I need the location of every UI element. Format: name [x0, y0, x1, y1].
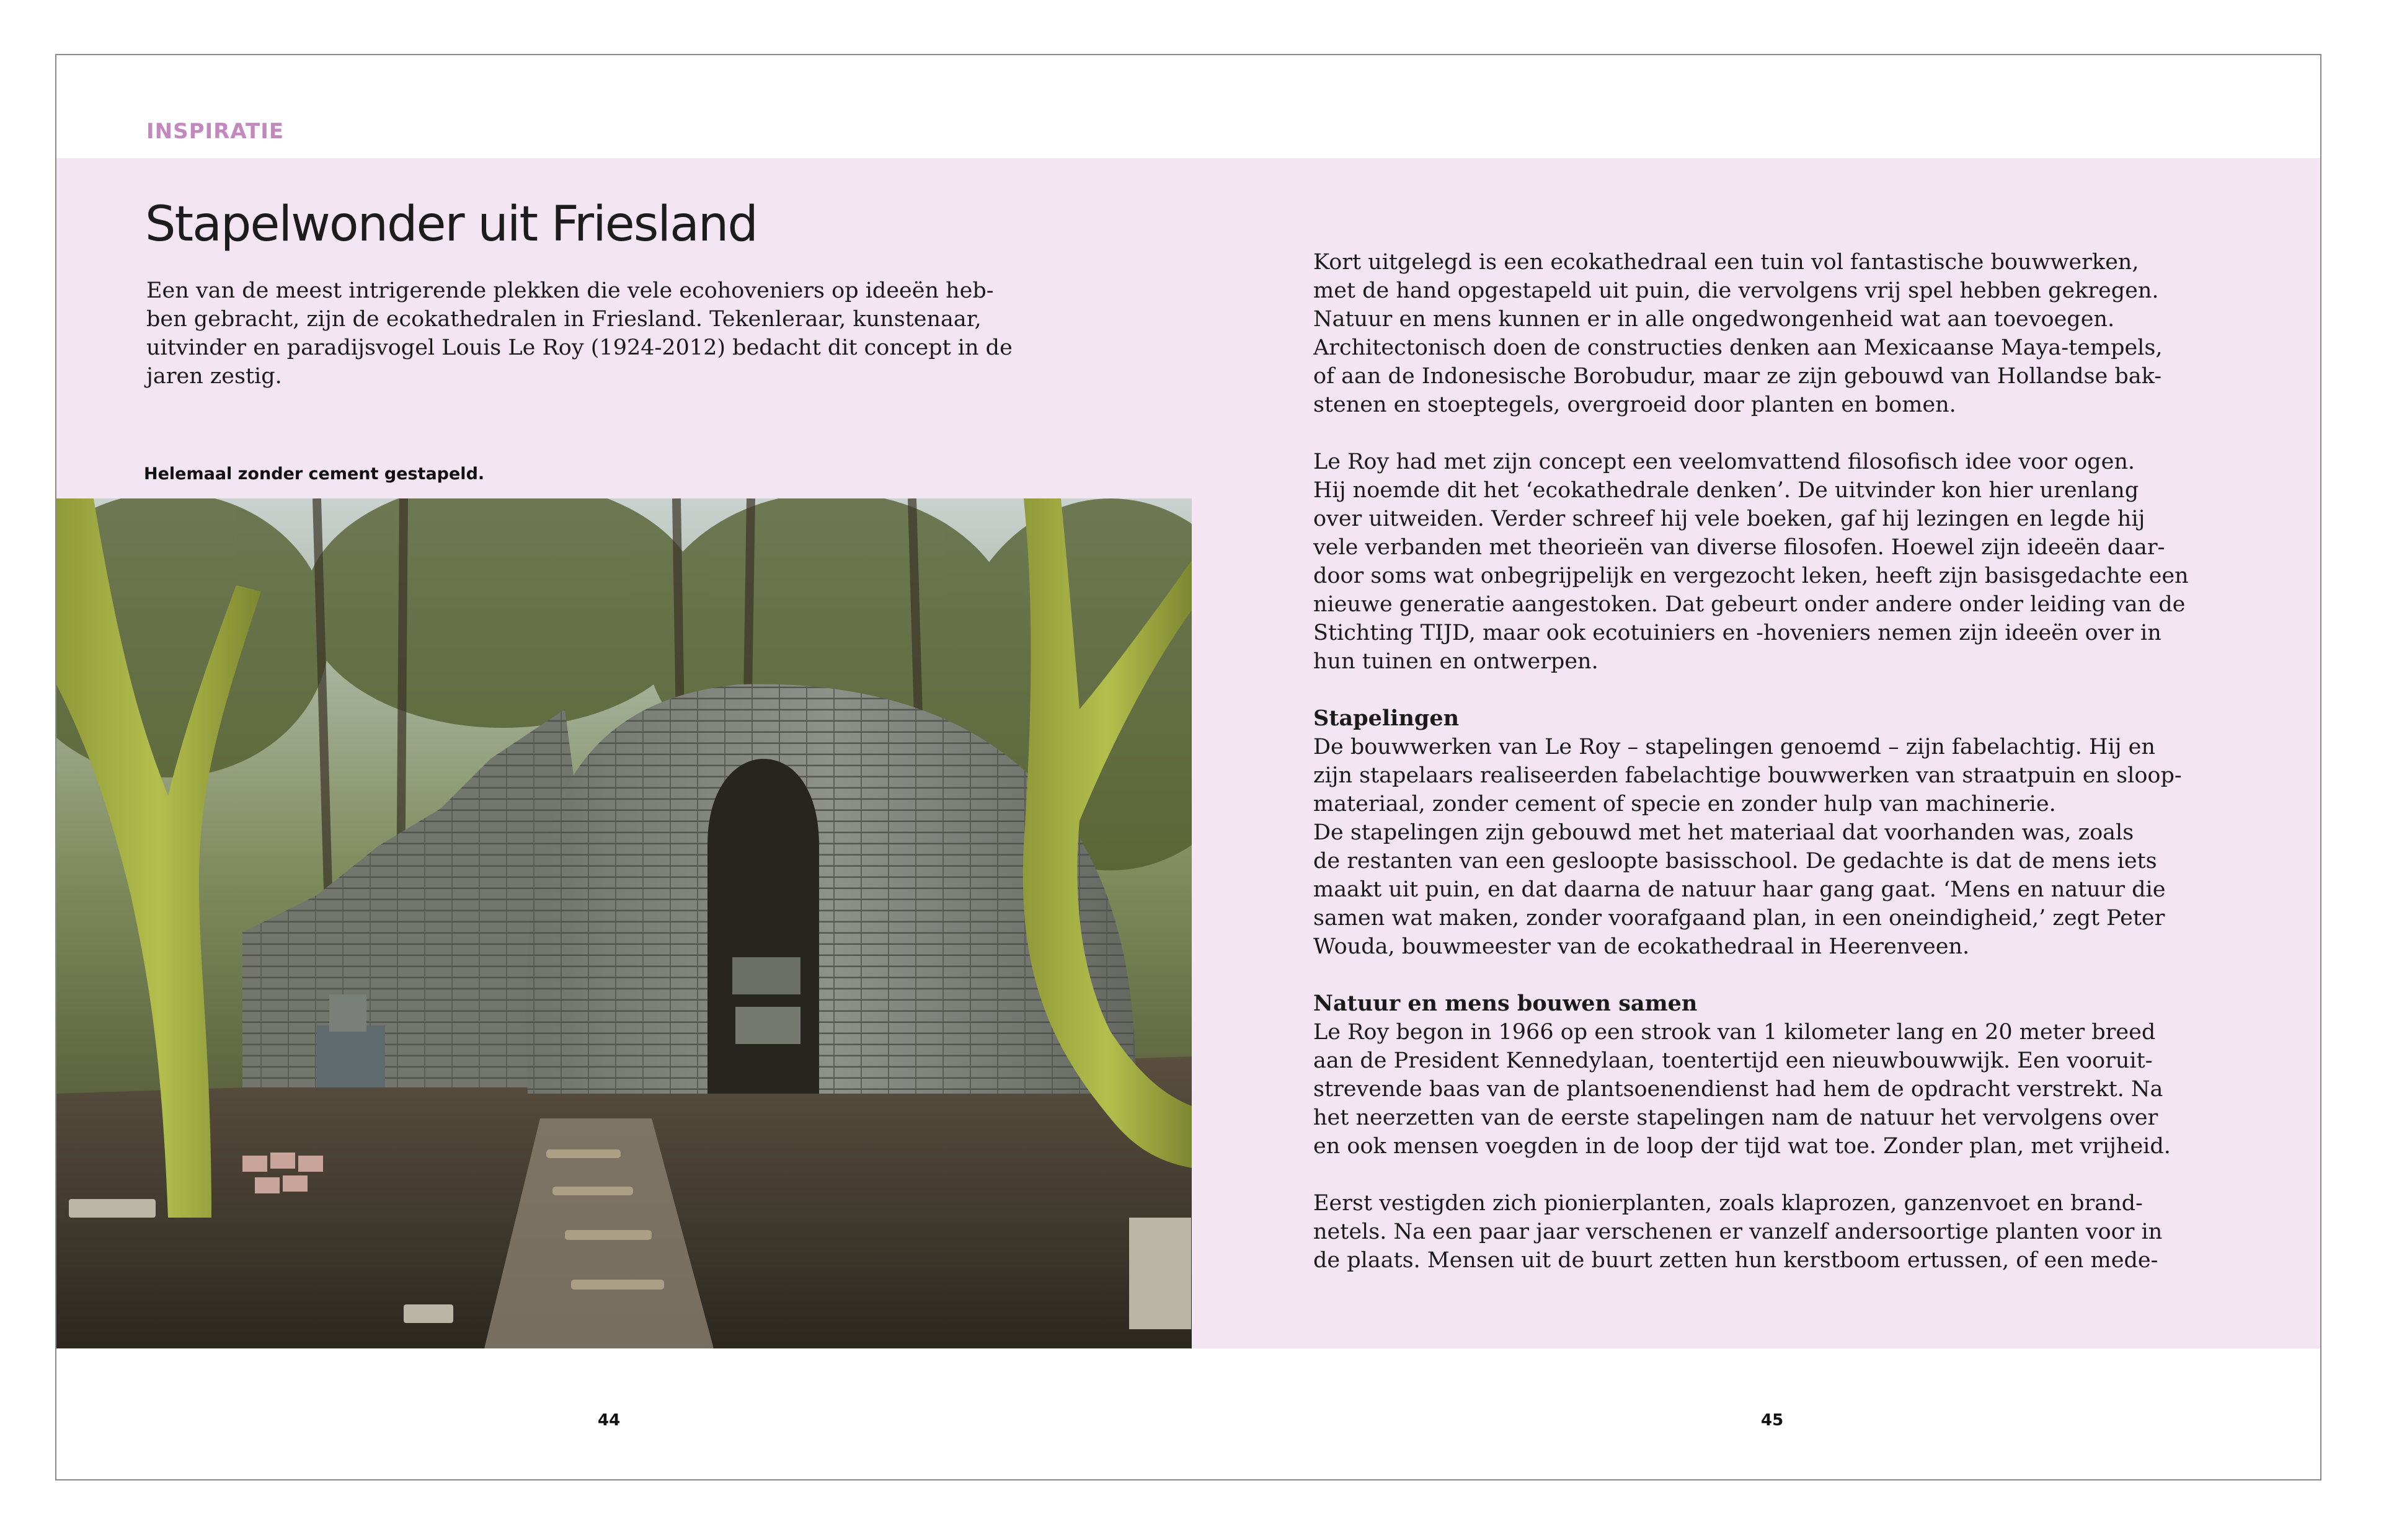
body-line: het neerzetten van de eerste stapelingen nam de natuur het vervolgens over [1313, 1105, 2158, 1130]
body-line: vele verbanden met theorieën van diverse filosofen. Hoewel zijn ideeën daar- [1313, 535, 2165, 560]
intro-line: Een van de meest intrigerende plekken die vele ecohoveniers op ideeën heb- [146, 278, 994, 303]
subheading: Stapelingen [1313, 706, 1460, 731]
body-line: Hij noemde dit het ‘ecokathedrale denken’. De uitvinder kon hier urenlang [1313, 478, 2139, 503]
body-line: Le Roy begon in 1966 op een strook van 1 kilometer lang en 20 meter breed [1313, 1020, 2156, 1045]
body-line: Architectonisch doen de constructies denken aan Mexicaanse Maya-tempels, [1313, 335, 2163, 360]
ecocathedral-photo [56, 498, 1192, 1348]
body-line: De stapelingen zijn gebouwd met het materiaal dat voorhanden was, zoals [1313, 820, 2134, 845]
body-line: nieuwe generatie aangestoken. Dat gebeurt onder andere onder leiding van de [1313, 592, 2186, 617]
body-line: netels. Na een paar jaar verschenen er vanzelf andersoortige planten voor in [1313, 1219, 2163, 1244]
body-line: Wouda, bouwmeester van de ecokathedraal in Heerenveen. [1313, 934, 1970, 959]
body-line: samen wat maken, zonder voorafgaand plan, in een oneindigheid,’ zegt Peter [1313, 906, 2165, 931]
intro-line: uitvinder en paradijsvogel Louis Le Roy (1924-2012) bedacht dit concept in de [146, 335, 1013, 360]
article-title: Stapelwonder uit Friesland [145, 197, 757, 252]
body-line: door soms wat onbegrijpelijk en vergezocht leken, heeft zijn basisgedachte een [1313, 564, 2189, 588]
body-line: Le Roy had met zijn concept een veelomvattend filosofisch idee voor ogen. [1313, 449, 2135, 474]
body-line: hun tuinen en ontwerpen. [1313, 649, 1598, 674]
page-number-left: 44 [598, 1411, 621, 1430]
body-section-natuur-en-mens [1313, 989, 2188, 1161]
body-paragraph [1313, 248, 2188, 419]
body-line: of aan de Indonesische Borobudur, maar ze zijn gebouwd van Hollandse bak- [1313, 364, 2162, 389]
body-line: De bouwwerken van Le Roy – stapelingen genoemd – zijn fabelachtig. Hij en [1313, 735, 2155, 759]
page-number-right: 45 [1761, 1411, 1784, 1430]
body-section-stapelingen [1313, 704, 2188, 961]
book-spread [55, 54, 2321, 1480]
body-line: Natuur en mens kunnen er in alle ongedwongenheid wat aan toevoegen. [1313, 307, 2115, 332]
intro-line: ben gebracht, zijn de ecokathedralen in Friesland. Tekenleraar, kunstenaar, [146, 307, 982, 332]
body-line: de restanten van een gesloopte basisschool. De gedachte is dat de mens iets [1313, 849, 2157, 874]
section-label: INSPIRATIE [146, 119, 285, 144]
photo-caption: Helemaal zonder cement gestapeld. [144, 464, 485, 484]
intro-paragraph [146, 277, 1013, 391]
body-column [1313, 248, 2188, 1303]
intro-line: jaren zestig. [146, 364, 282, 389]
subheading: Natuur en mens bouwen samen [1313, 991, 1698, 1016]
body-line: over uitweiden. Verder schreef hij vele boeken, gaf hij lezingen en legde hij [1313, 507, 2145, 531]
body-line: Stichting TIJD, maar ook ecotuiniers en -hoveniers nemen zijn ideeën over in [1313, 621, 2162, 645]
body-line: maakt uit puin, en dat daarna de natuur haar gang gaat. ‘Mens en natuur die [1313, 877, 2166, 902]
body-line: strevende baas van de plantsoenendienst had hem de opdracht verstrekt. Na [1313, 1077, 2163, 1102]
body-paragraph [1313, 448, 2188, 676]
body-line: Eerst vestigden zich pionierplanten, zoals klaprozen, ganzenvoet en brand- [1313, 1191, 2143, 1216]
body-line: materiaal, zonder cement of specie en zonder hulp van machinerie. [1313, 792, 2056, 816]
body-line: de plaats. Mensen uit de buurt zetten hun kerstboom ertussen, of een mede- [1313, 1248, 2158, 1273]
body-line: zijn stapelaars realiseerden fabelachtige bouwwerken van straatpuin en sloop- [1313, 763, 2182, 788]
body-line: stenen en stoeptegels, overgroeid door planten en bomen. [1313, 392, 1956, 417]
body-paragraph [1313, 1189, 2188, 1275]
body-line: met de hand opgestapeld uit puin, die vervolgens vrij spel hebben gekregen. [1313, 278, 2159, 303]
body-line: aan de President Kennedylaan, toentertijd een nieuwbouwwijk. Een vooruit- [1313, 1048, 2153, 1073]
body-line: Kort uitgelegd is een ecokathedraal een tuin vol fantastische bouwwerken, [1313, 250, 2139, 275]
body-line: en ook mensen voegden in de loop der tijd wat toe. Zonder plan, met vrijheid. [1313, 1134, 2171, 1159]
